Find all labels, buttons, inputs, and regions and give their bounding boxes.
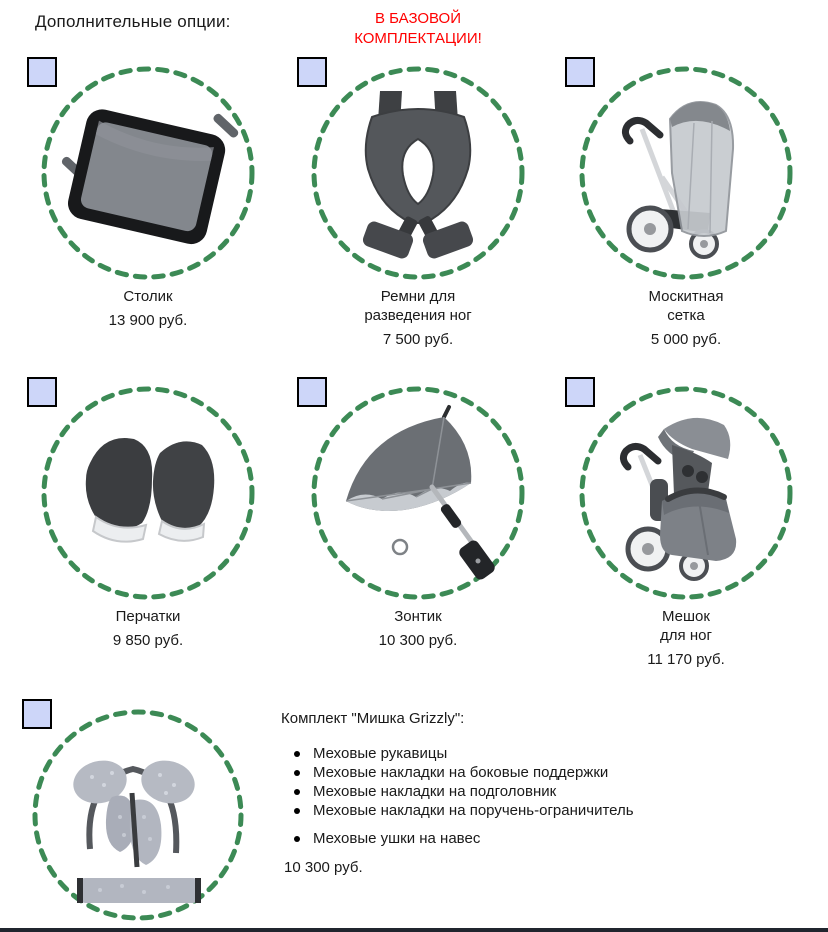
kit-bullet xyxy=(281,763,771,782)
tray-image xyxy=(38,63,258,283)
item-price: 9 850 руб. xyxy=(112,632,184,649)
item-label: Ремни для xyxy=(380,288,456,305)
option-checkbox[interactable] xyxy=(22,699,52,729)
kit-title: Комплект "Мишка Grizzly": xyxy=(281,710,465,727)
item-caption xyxy=(308,287,528,349)
badge-line2: КОМПЛЕКТАЦИИ! xyxy=(354,30,482,47)
umbrella-image xyxy=(308,383,528,603)
product-card-grizzly-kit xyxy=(28,705,248,925)
item-price: 13 900 руб. xyxy=(108,312,188,329)
option-checkbox[interactable] xyxy=(565,377,595,407)
dashed-circle xyxy=(314,69,522,277)
item-price: 7 500 руб. xyxy=(382,331,454,348)
product-card-tray xyxy=(38,63,258,330)
bullet-dot xyxy=(294,836,300,842)
grizzly-kit-image xyxy=(28,705,248,925)
bottom-divider-bar xyxy=(0,928,828,932)
harness-image xyxy=(308,63,528,283)
item-label-line2: сетка xyxy=(667,307,705,324)
product-card-footmuff xyxy=(576,383,796,669)
kit-bullet-text: Меховые рукавицы xyxy=(313,745,448,762)
footmuff-image xyxy=(576,383,796,603)
kit-bullet xyxy=(281,782,771,801)
gloves-illustration xyxy=(86,438,214,542)
kit-bullet-list xyxy=(281,744,771,848)
item-price: 11 170 руб. xyxy=(647,651,725,668)
gloves-image xyxy=(38,383,258,603)
kit-bullet xyxy=(281,801,771,820)
kit-bullet-text: Меховые накладки на боковые поддержки xyxy=(313,764,609,781)
option-checkbox[interactable] xyxy=(565,57,595,87)
product-card-harness xyxy=(308,63,528,349)
kit-bullet xyxy=(281,744,771,763)
item-label: Мешок xyxy=(662,608,710,625)
option-checkbox[interactable] xyxy=(297,377,327,407)
item-caption xyxy=(308,607,528,650)
umbrella-illustration xyxy=(346,407,497,582)
bullet-dot xyxy=(294,808,300,814)
item-price: 10 300 руб. xyxy=(378,632,458,649)
bullet-dot xyxy=(294,770,300,776)
mosquito-net-illustration xyxy=(625,102,733,257)
item-label: Перчатки xyxy=(115,608,181,625)
item-caption xyxy=(38,607,258,650)
kit-price: 10 300 руб. xyxy=(284,859,363,876)
harness-illustration xyxy=(361,91,475,260)
item-caption xyxy=(38,287,258,330)
bear-ears-illustration xyxy=(69,755,201,903)
item-price: 5 000 руб. xyxy=(650,331,722,348)
item-label: Столик xyxy=(123,288,173,305)
grizzly-kit-details xyxy=(281,710,771,876)
tray-illustration xyxy=(49,80,244,249)
item-label-line2: разведения ног xyxy=(364,307,472,324)
item-caption xyxy=(576,287,796,349)
item-label: Москитная xyxy=(648,288,724,305)
option-checkbox[interactable] xyxy=(297,57,327,87)
footmuff-illustration xyxy=(623,418,736,579)
kit-bullet-text: Меховые накладки на поручень-ограничитель xyxy=(313,802,634,819)
bullet-dot xyxy=(294,751,300,757)
option-checkbox[interactable] xyxy=(27,377,57,407)
base-package-badge xyxy=(328,9,508,49)
product-card-umbrella xyxy=(308,383,528,650)
item-label-line2: для ног xyxy=(660,627,712,644)
page-title: Дополнительные опции: xyxy=(35,12,231,31)
product-card-mosquito-net xyxy=(576,63,796,349)
bullet-dot xyxy=(294,789,300,795)
kit-bullet xyxy=(281,829,771,848)
kit-bullet-text: Меховые накладки на подголовник xyxy=(313,783,557,800)
product-card-gloves xyxy=(38,383,258,650)
option-checkbox[interactable] xyxy=(27,57,57,87)
mosquito-net-image xyxy=(576,63,796,283)
item-label: Зонтик xyxy=(394,608,442,625)
kit-bullet-text: Меховые ушки на навес xyxy=(313,830,481,847)
item-caption xyxy=(576,607,796,669)
badge-line1: В БАЗОВОЙ xyxy=(374,10,462,27)
